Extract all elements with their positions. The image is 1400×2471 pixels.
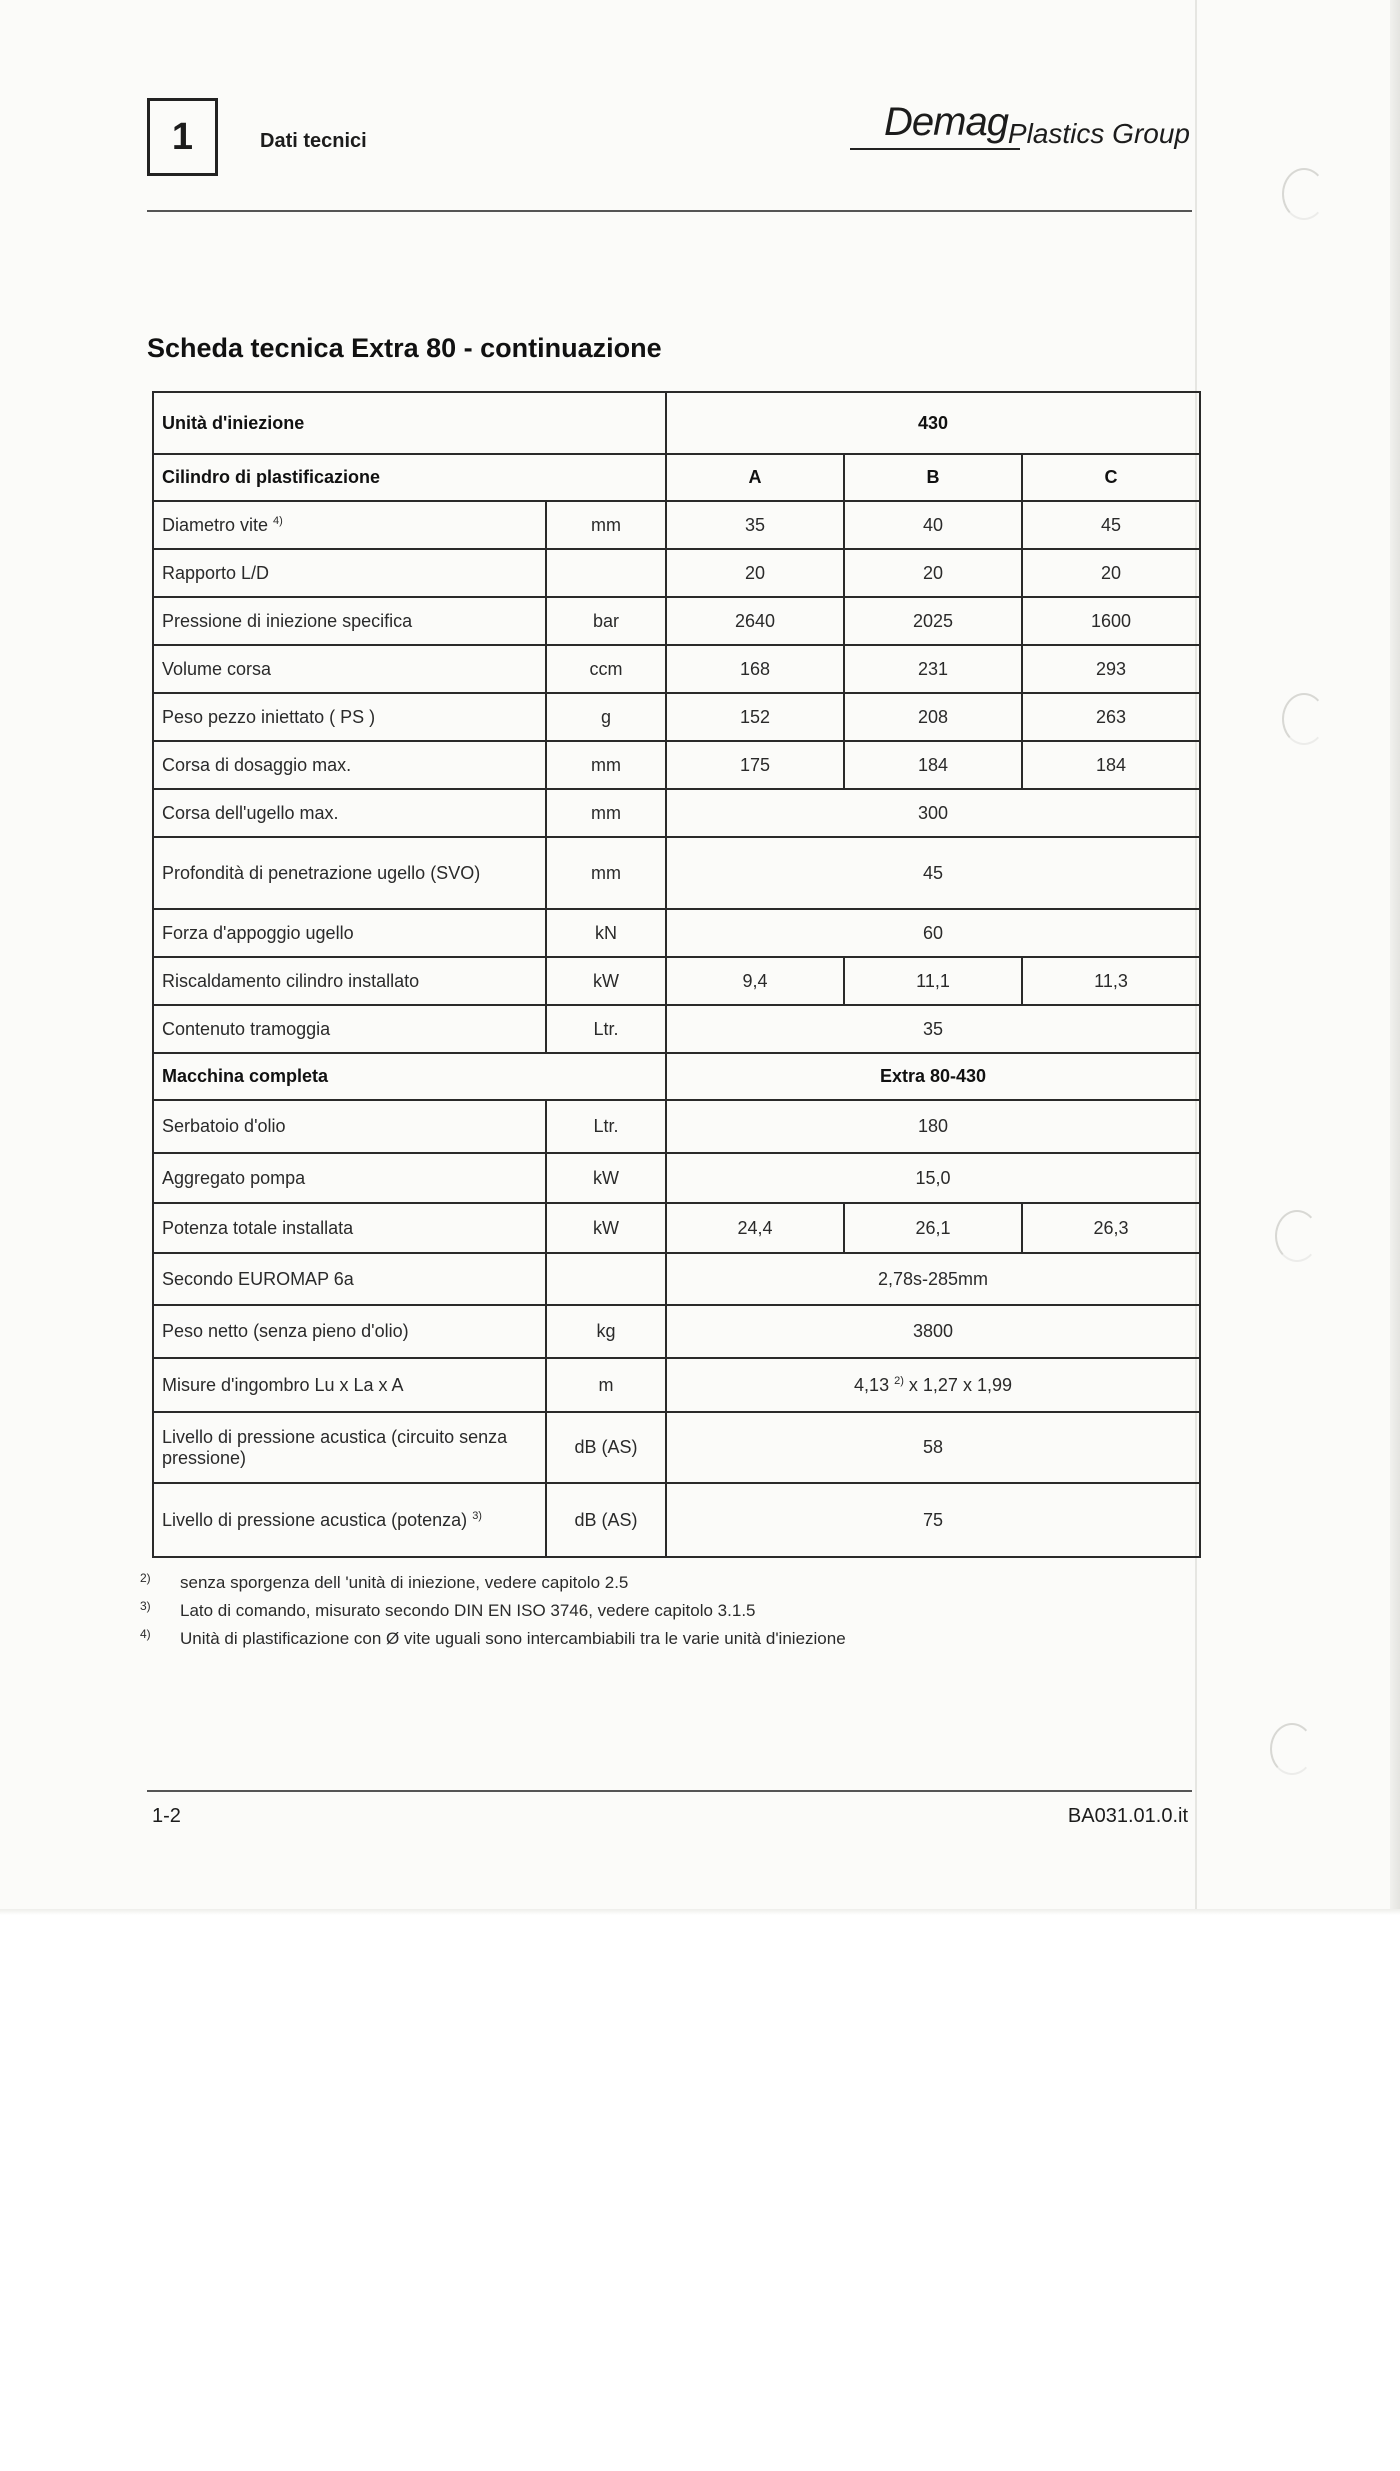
row-unit: dB (AS) bbox=[546, 1412, 666, 1483]
footnote-mark: 3) bbox=[140, 1599, 151, 1613]
chapter-number-box: 1 bbox=[147, 98, 218, 176]
row-unit: kN bbox=[546, 909, 666, 957]
table-row bbox=[153, 693, 1200, 741]
punch-hole-icon bbox=[1282, 168, 1326, 220]
row-label: Riscaldamento cilindro installato bbox=[153, 957, 546, 1005]
row-value-c: 45 bbox=[1022, 501, 1200, 549]
row-value: 75 bbox=[666, 1483, 1200, 1557]
footnote-ref: 4) bbox=[273, 514, 283, 527]
row-unit: kW bbox=[546, 1153, 666, 1203]
row-unit bbox=[546, 1253, 666, 1305]
row-unit: mm bbox=[546, 837, 666, 909]
row-label: Diametro vite $^{4)}$ bbox=[153, 501, 546, 549]
logo-main-text: Demag bbox=[884, 100, 1008, 144]
table-row bbox=[153, 1153, 1200, 1203]
footnotes bbox=[140, 1573, 1200, 1657]
footnote-mark: 2) bbox=[140, 1571, 151, 1585]
table-row bbox=[153, 549, 1200, 597]
table-row bbox=[153, 645, 1200, 693]
page-edge bbox=[1390, 0, 1400, 1915]
row-unit: dB (AS) bbox=[546, 1483, 666, 1557]
footnote-text: Lato di comando, misurato secondo DIN EN ISO 3746, vedere capitolo 3.1.5 bbox=[180, 1601, 756, 1620]
document-code: BA031.01.0.it bbox=[1067, 1805, 1188, 1827]
row-value-a: 2640 bbox=[666, 597, 844, 645]
footer-rule bbox=[147, 1790, 1192, 1792]
row-value-c: 1600 bbox=[1022, 597, 1200, 645]
row-value-c: 26,3 bbox=[1022, 1203, 1200, 1253]
row-unit: g bbox=[546, 693, 666, 741]
row-label: Corsa di dosaggio max. bbox=[153, 741, 546, 789]
row-label: Secondo EUROMAP 6a bbox=[153, 1253, 546, 1305]
page-bottom-edge bbox=[0, 1909, 1400, 1915]
chapter-title: Dati tecnici bbox=[260, 130, 367, 152]
spec-table bbox=[152, 391, 1201, 1558]
row-unit: kW bbox=[546, 1203, 666, 1253]
logo-sub-text: Plastics Group bbox=[1007, 118, 1190, 149]
table-row bbox=[153, 1203, 1200, 1253]
row-value: 45 bbox=[666, 837, 1200, 909]
demag-logo bbox=[840, 100, 1190, 160]
footnote-ref: 3) bbox=[472, 1509, 482, 1522]
cylinder-col-a: A bbox=[666, 454, 844, 501]
row-label: Volume corsa bbox=[153, 645, 546, 693]
footnote-ref: 2) bbox=[894, 1374, 904, 1387]
table-row bbox=[153, 789, 1200, 837]
row-unit: bar bbox=[546, 597, 666, 645]
table-row bbox=[153, 957, 1200, 1005]
row-value-a: 24,4 bbox=[666, 1203, 844, 1253]
row-label: Serbatoio d'olio bbox=[153, 1100, 546, 1153]
row-value-a: 35 bbox=[666, 501, 844, 549]
table-row bbox=[153, 1253, 1200, 1305]
row-unit: m bbox=[546, 1358, 666, 1412]
row-label: Corsa dell'ugello max. bbox=[153, 789, 546, 837]
row-unit: mm bbox=[546, 789, 666, 837]
machine-row bbox=[153, 1053, 1200, 1100]
row-value-c: 11,3 bbox=[1022, 957, 1200, 1005]
table-row bbox=[153, 741, 1200, 789]
row-label: Pressione di iniezione specifica bbox=[153, 597, 546, 645]
row-label: Contenuto tramoggia bbox=[153, 1005, 546, 1053]
injection-unit-value: 430 bbox=[666, 392, 1200, 454]
footnote bbox=[140, 1573, 1200, 1601]
row-unit bbox=[546, 549, 666, 597]
cylinder-col-b: B bbox=[844, 454, 1022, 501]
table-row bbox=[153, 597, 1200, 645]
row-value: 300 bbox=[666, 789, 1200, 837]
table-row bbox=[153, 1100, 1200, 1153]
logo-underline bbox=[850, 148, 1020, 150]
row-unit: kW bbox=[546, 957, 666, 1005]
footnote bbox=[140, 1601, 1200, 1629]
row-label: Peso pezzo iniettato ( PS ) bbox=[153, 693, 546, 741]
row-value-c: 20 bbox=[1022, 549, 1200, 597]
row-value-a: 20 bbox=[666, 549, 844, 597]
row-value-b: 2025 bbox=[844, 597, 1022, 645]
row-value-b: 208 bbox=[844, 693, 1022, 741]
row-value: 35 bbox=[666, 1005, 1200, 1053]
row-label: Forza d'appoggio ugello bbox=[153, 909, 546, 957]
row-value: 60 bbox=[666, 909, 1200, 957]
row-value: 2,78s-285mm bbox=[666, 1253, 1200, 1305]
cylinder-col-c: C bbox=[1022, 454, 1200, 501]
cylinder-row bbox=[153, 454, 1200, 501]
row-unit: Ltr. bbox=[546, 1100, 666, 1153]
row-value: 4,13 $^{2)}$ x 1,27 x 1,99 bbox=[666, 1358, 1200, 1412]
row-unit: mm bbox=[546, 741, 666, 789]
row-label: Profondità di penetrazione ugello (SVO) bbox=[153, 837, 546, 909]
header-rule bbox=[147, 210, 1192, 212]
row-value-b: 26,1 bbox=[844, 1203, 1022, 1253]
footnote-text: Unità di plastificazione con Ø vite uguali sono intercambiabili tra le varie unità d'iniezione bbox=[180, 1629, 846, 1648]
row-label: Rapporto L/D bbox=[153, 549, 546, 597]
row-value-a: 152 bbox=[666, 693, 844, 741]
injection-unit-label: Unità d'iniezione bbox=[153, 392, 666, 454]
row-label: Livello di pressione acustica (circuito senza pressione) bbox=[153, 1412, 546, 1483]
row-unit: kg bbox=[546, 1305, 666, 1358]
table-row bbox=[153, 1483, 1200, 1557]
row-unit: ccm bbox=[546, 645, 666, 693]
table-row bbox=[153, 1358, 1200, 1412]
row-value-b: 184 bbox=[844, 741, 1022, 789]
row-label: Aggregato pompa bbox=[153, 1153, 546, 1203]
row-value-b: 20 bbox=[844, 549, 1022, 597]
cylinder-label: Cilindro di plastificazione bbox=[153, 454, 666, 501]
punch-hole-icon bbox=[1275, 1210, 1319, 1262]
row-value-b: 11,1 bbox=[844, 957, 1022, 1005]
row-value: 15,0 bbox=[666, 1153, 1200, 1203]
punch-hole-icon bbox=[1270, 1723, 1314, 1775]
injection-unit-row bbox=[153, 392, 1200, 454]
footnote bbox=[140, 1629, 1200, 1657]
row-value: 58 bbox=[666, 1412, 1200, 1483]
row-value-a: 168 bbox=[666, 645, 844, 693]
table-row bbox=[153, 1305, 1200, 1358]
row-label: Peso netto (senza pieno d'olio) bbox=[153, 1305, 546, 1358]
table-row bbox=[153, 501, 1200, 549]
punch-hole-icon bbox=[1282, 693, 1326, 745]
footnote-text: senza sporgenza dell 'unità di iniezione, vedere capitolo 2.5 bbox=[180, 1573, 629, 1592]
row-unit: Ltr. bbox=[546, 1005, 666, 1053]
footnote-mark: 4) bbox=[140, 1627, 151, 1641]
machine-value: Extra 80-430 bbox=[666, 1053, 1200, 1100]
row-value: 180 bbox=[666, 1100, 1200, 1153]
table-row bbox=[153, 1005, 1200, 1053]
sheet-title: Scheda tecnica Extra 80 - continuazione bbox=[147, 333, 662, 363]
row-value-a: 175 bbox=[666, 741, 844, 789]
machine-label: Macchina completa bbox=[153, 1053, 666, 1100]
page-number: 1-2 bbox=[152, 1805, 181, 1827]
row-value-b: 40 bbox=[844, 501, 1022, 549]
row-label: Misure d'ingombro Lu x La x A bbox=[153, 1358, 546, 1412]
table-row bbox=[153, 909, 1200, 957]
table-row bbox=[153, 1412, 1200, 1483]
table-row bbox=[153, 837, 1200, 909]
row-value-b: 231 bbox=[844, 645, 1022, 693]
row-label: Potenza totale installata bbox=[153, 1203, 546, 1253]
row-value-c: 263 bbox=[1022, 693, 1200, 741]
row-value-c: 184 bbox=[1022, 741, 1200, 789]
row-value: 3800 bbox=[666, 1305, 1200, 1358]
row-value-a: 9,4 bbox=[666, 957, 844, 1005]
row-unit: mm bbox=[546, 501, 666, 549]
row-value-c: 293 bbox=[1022, 645, 1200, 693]
row-label: Livello di pressione acustica (potenza) $^{3)}$ bbox=[153, 1483, 546, 1557]
